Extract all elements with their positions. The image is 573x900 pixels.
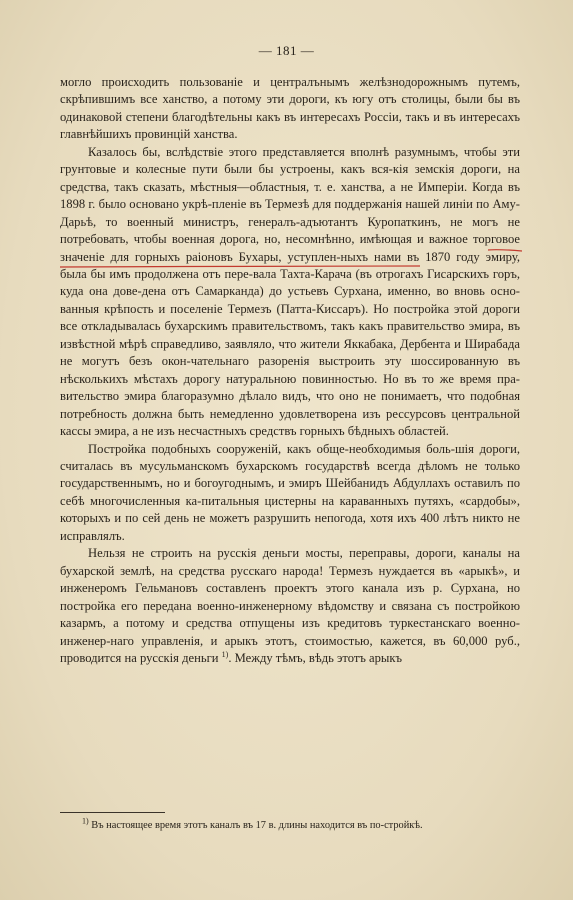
paragraph-1: могло происходить пользованіе и централънымъ желѣзнодорожнымъ путемъ, скрѣпившимъ все ханство, а потому эти дороги, къ югу отъ столицы, были бы въ одинаковой степени благодѣтельны какъ въ интересахъ Россіи, такъ и въ интересахъ главнѣйшихъ провинцій ханства.	[60, 75, 520, 142]
body-text	[60, 74, 520, 667]
paragraph-2: Казалось бы, вслѣдствіе этого представляется вполнѣ разумнымъ, чтобы эти грунтовые и колесные пути были бы устроены, какъ вся-кія земскія дороги, на средства, такъ сказать, мѣстныя—областныя, т. е. ханства, а не Имперіи. Когда въ 1898 г. было основано укрѣ-пленіе въ Термезѣ для поддержанія нашей линіи по Аму-Дарьѣ, то военный министръ, генералъ-адъютантъ Куропаткинъ, не могъ не потребовать, чтобы военная дорога, но, несомнѣнно, имѣющая и важное торговое значеніе для горныхъ раіоновъ Бухары, уступлен-ныхъ нами въ 1870 году эмиру, была бы имъ продолжена отъ пере-вала Тахта-Карача (въ отрогахъ Гисарскихъ горъ, куда она дове-дена отъ Самарканда) до устьевъ Сурхана, именно, во вновь осно-ванныя крѣпость и поселеніе Термезъ (Патта-Киссаръ). Но постройка этой дороги все откладывалась бухарскимъ правительствомъ, такъ какъ правительство эмира, въ извѣстной мѣрѣ справедливо, заявляло, что жители Яккабака, Дербента и Ширабада не могутъ безъ окон-чательнаго разоренія выстроить эту шоссированную въ нѣсколькихъ мѣстахъ дорогу натуральною повинностью. Но въ то же время пра-вительство эмира благоразумно дѣлало видъ, что оно не понимаетъ, что подобная потребность должна быть немедленно удовлетворена изъ рессурсовъ центральной кассы эмира, а не изъ несчастныхъ средствъ горныхъ бѣдныхъ областей.	[60, 144, 520, 439]
paragraph-4	[60, 545, 520, 667]
footnote	[60, 818, 520, 833]
paragraph-4-tail: . Между тѣмъ, вѣдь этотъ арыкъ	[228, 650, 403, 665]
footnote-text: Въ настоящее время этотъ каналъ въ 17 в. длины находится въ по-стройкѣ.	[88, 820, 423, 831]
paragraph-3: Постройка подобныхъ сооруженій, какъ обще-необходимыя боль-шія дороги, считалась въ мусульманскомъ бухарскомъ государствѣ всегда дѣломъ не только государственнымъ, но и богоугоднымъ, и эмиръ Шейбанидъ Абдуллахъ оставилъ по себѣ многочисленныя ка-питальныя цистерны на караванныхъ путяхъ, «сардобы», которыхъ и по сей день не можетъ разрушить непогода, хотя ихъ 400 лѣтъ никто не исправлялъ.	[60, 441, 520, 543]
page-number: — 181 —	[258, 43, 315, 58]
paragraph-4-text: Нельзя не строить на русскія деньги мосты, переправы, дороги, каналы на бухарской землѣ, на средства русскаго народа! Термезъ нуждается въ «арыкѣ», и инженеромъ Гельмановъ составленъ проектъ этого канала изъ р. Сурхана, но постройка его передана военно-инженерному вѣдомству и связана съ постройкою казармъ, а потому и средства отпущены изъ кредитовъ туркестанскаго военно-инженер-наго управленія, и арыкъ этотъ, стоимостью, кажется, въ 60,000 руб., проводится на русскія деньги	[60, 546, 520, 665]
footnote-divider	[60, 812, 165, 813]
footnote-reference: 1)	[221, 649, 229, 659]
footnote-mark: 1)	[82, 816, 89, 826]
